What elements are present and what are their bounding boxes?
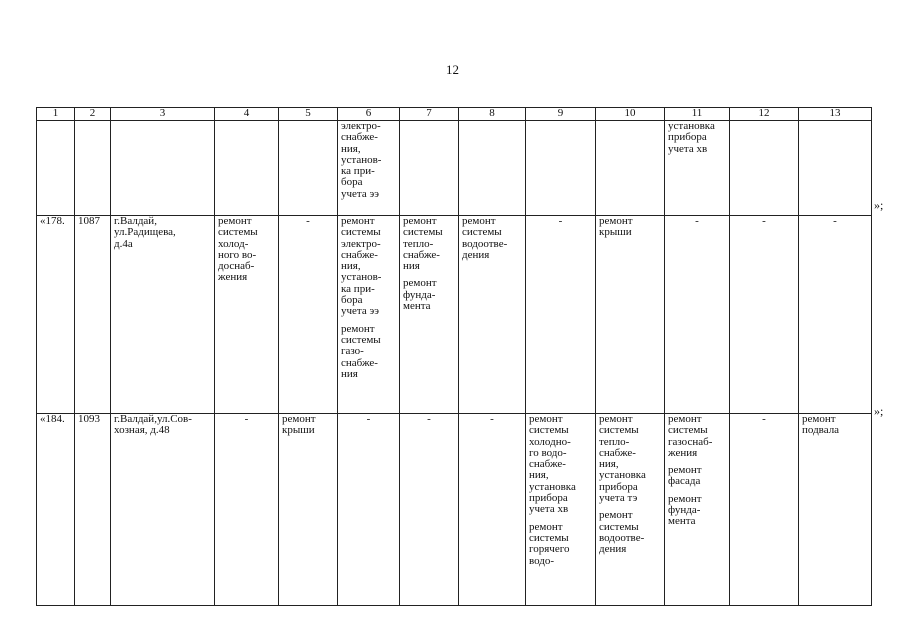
table-cell: [596, 216, 665, 414]
table-cell: [596, 414, 665, 606]
cell-text: ремонт системы холодно- го водо- снабже- ния, установка прибора учета хв: [529, 413, 576, 516]
table-cell: [730, 414, 799, 606]
column-header: 9: [526, 108, 596, 121]
cell-text: -: [833, 215, 837, 227]
column-header: 1: [37, 108, 75, 121]
column-header: 5: [279, 108, 338, 121]
cell-text: «184.: [40, 413, 65, 425]
table-row: [37, 414, 872, 606]
table-cell: [37, 216, 75, 414]
column-header: 7: [400, 108, 459, 121]
column-header: 13: [799, 108, 872, 121]
cell-text: -: [695, 215, 699, 227]
column-header: 3: [111, 108, 215, 121]
table-cell: [799, 121, 872, 216]
table-cell: [665, 121, 730, 216]
table-cell: [111, 216, 215, 414]
cell-text: ремонт системы тепло- снабже- ния: [403, 215, 443, 273]
cell-text: -: [558, 215, 563, 227]
cell-text: ремонт системы горячего водо-: [529, 520, 570, 567]
row-end-mark: »;: [874, 198, 884, 212]
table-cell: [75, 121, 111, 216]
table-cell: [400, 216, 459, 414]
table-cell: [215, 216, 279, 414]
table-cell: [596, 121, 665, 216]
column-header: 8: [459, 108, 526, 121]
column-header: 10: [596, 108, 665, 121]
table-cell: [37, 121, 75, 216]
table-cell: [279, 216, 338, 414]
cell-text: ремонт подвала: [802, 413, 840, 437]
page-number: 12: [446, 62, 459, 77]
cell-text: г.Валдай,ул.Сов- хозная, д.48: [114, 413, 192, 437]
column-header: 2: [75, 108, 111, 121]
cell-text: ремонт системы водоотве- дения: [462, 215, 508, 261]
cell-text: -: [366, 413, 371, 425]
table-cell: [459, 121, 526, 216]
table-cell: [338, 121, 400, 216]
table-cell: [338, 216, 400, 414]
cell-text: ремонт крыши: [599, 215, 633, 239]
table-cell: [279, 414, 338, 606]
table-cell: [111, 121, 215, 216]
column-header: 4: [215, 108, 279, 121]
cell-text: -: [762, 413, 766, 425]
table-cell: [665, 414, 730, 606]
cell-text: ремонт фунда- мента: [668, 492, 702, 528]
row-end-mark: »;: [874, 404, 884, 418]
table-cell: [799, 414, 872, 606]
table-cell: [75, 414, 111, 606]
cell-text: -: [244, 413, 249, 425]
cell-text: ремонт системы газоснаб- жения: [668, 413, 713, 459]
cell-text: -: [490, 413, 494, 425]
table-row: [37, 216, 872, 414]
column-header: 6: [338, 108, 400, 121]
table-row: [37, 121, 872, 216]
cell-text: г.Валдай, ул.Радищева, д.4а: [114, 215, 176, 250]
table-cell: [400, 121, 459, 216]
table-cell: [526, 216, 596, 414]
cell-text: ремонт системы холод- ного во- доснаб- жения: [218, 215, 258, 284]
table-cell: [459, 216, 526, 414]
table-cell: [526, 121, 596, 216]
table-cell: [730, 121, 799, 216]
table-cell: [37, 414, 75, 606]
table-cell: [279, 121, 338, 216]
cell-text: ремонт фасада: [668, 464, 702, 488]
cell-text: ремонт системы электро- снабже- ния, установ- ка при- бора учета ээ: [341, 215, 382, 318]
table-cell: [338, 414, 400, 606]
table-cell: [526, 414, 596, 606]
cell-text: «178.: [40, 215, 65, 227]
cell-text: ремонт крыши: [282, 413, 316, 437]
column-header: 11: [665, 108, 730, 121]
table-cell: [799, 216, 872, 414]
cell-text: установка прибора учета хв: [668, 120, 715, 155]
table-cell: [215, 414, 279, 606]
cell-text: электро- снабже- ния, установ- ка при- бора учета ээ: [341, 120, 382, 200]
table-cell: [665, 216, 730, 414]
table-cell: [459, 414, 526, 606]
cell-text: -: [306, 215, 310, 227]
table-cell: [730, 216, 799, 414]
header-row: [37, 108, 872, 121]
cell-text: 1093: [78, 413, 100, 425]
cell-text: ремонт системы водоотве- дения: [599, 509, 645, 556]
cell-text: 1087: [78, 215, 100, 227]
repair-schedule-table: [36, 107, 872, 606]
cell-text: ремонт системы тепло- снабже- ния, установка прибора учета тэ: [599, 413, 646, 505]
cell-text: -: [762, 215, 766, 227]
cell-text: ремонт фунда- мента: [403, 277, 437, 313]
table-cell: [215, 121, 279, 216]
column-header: 12: [730, 108, 799, 121]
cell-text: -: [427, 413, 431, 425]
table-cell: [400, 414, 459, 606]
table-cell: [75, 216, 111, 414]
cell-text: ремонт системы газо- снабже- ния: [341, 322, 381, 380]
table-cell: [111, 414, 215, 606]
